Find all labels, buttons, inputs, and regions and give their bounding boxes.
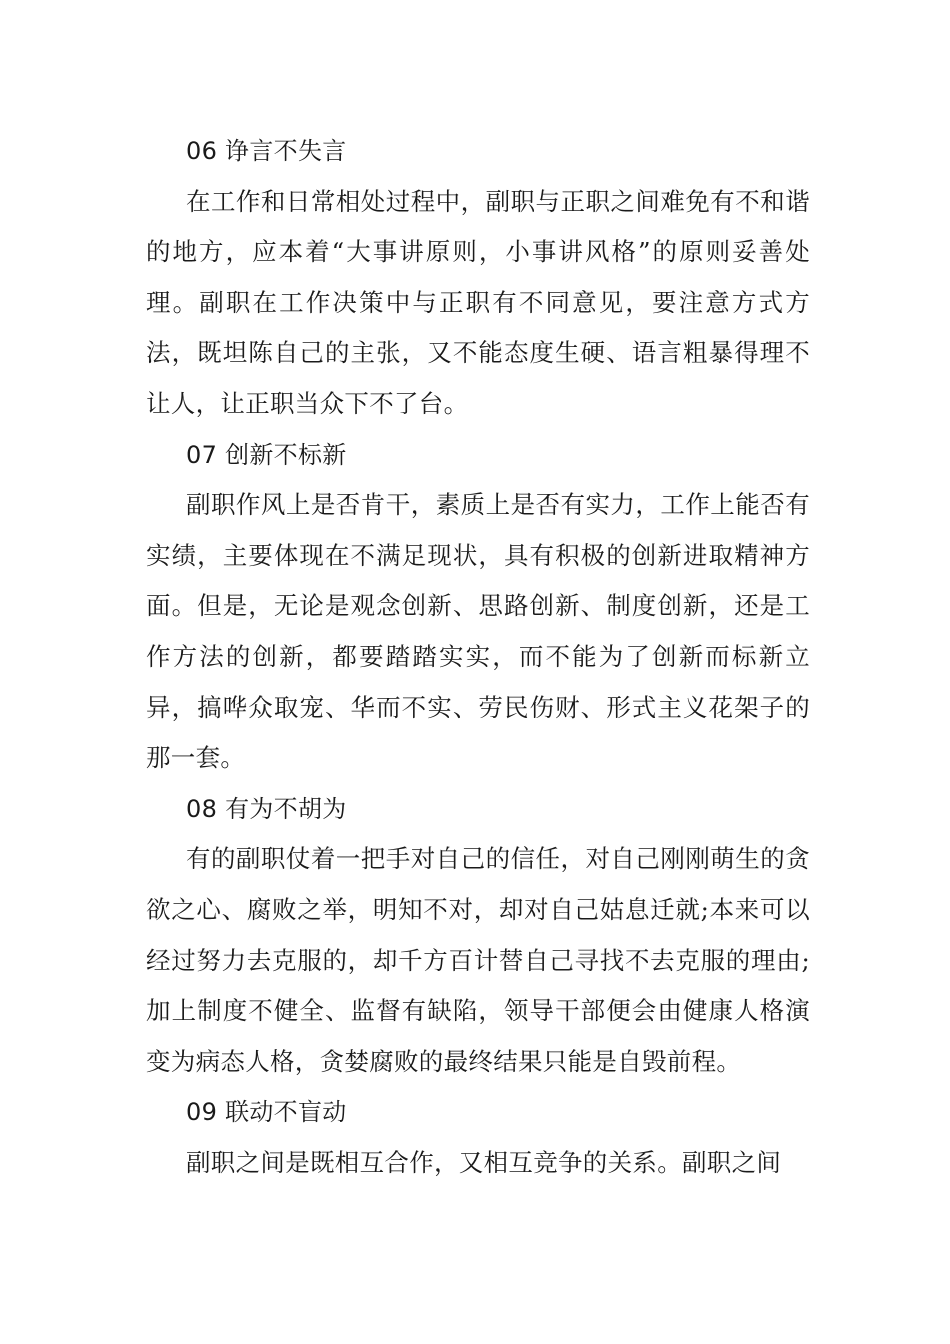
section-paragraph: 副职之间是既相互合作，又相互竞争的关系。副职之间: [186, 1147, 782, 1177]
section-heading: 08 有为不胡为: [186, 794, 347, 823]
section-heading: 06 诤言不失言: [186, 137, 347, 165]
document-body: [146, 126, 810, 1188]
section-paragraph: 在工作和日常相处过程中，副职与正职之间难免有不和谐的地方，应本着“大事讲原则，小事讲风格”的原则妥善处理。副职在工作决策中与正职有不同意见，要注意方式方法，既坦陈自己的主张，又不能态度生硬、语言粗暴得理不让人，让正职当众下不了台。: [146, 186, 810, 418]
section-paragraph: 副职作风上是否肯干，素质上是否有实力，工作上能否有实绩，主要体现在不满足现状，具有积极的创新进取精神方面。但是，无论是观念创新、思路创新、制度创新，还是工作方法的创新，都要踏踏实实，而不能为了创新而标新立异，搞哗众取宠、华而不实、劳民伤财、形式主义花架子的那一套。: [146, 490, 810, 773]
section-heading: 07 创新不标新: [186, 440, 347, 469]
section-heading: 09 联动不盲动: [186, 1098, 347, 1127]
section-paragraph: 有的副职仗着一把手对自己的信任，对自己刚刚萌生的贪欲之心、腐败之举，明知不对，却对自己姑息迁就;本来可以经过努力去克服的，却千方百计替自己寻找不去克服的理由;加上制度不健全、监督有缺陷，领导干部便会由健康人格演变为病态人格，贪婪腐败的最终结果只能是自毁前程。: [146, 844, 810, 1076]
